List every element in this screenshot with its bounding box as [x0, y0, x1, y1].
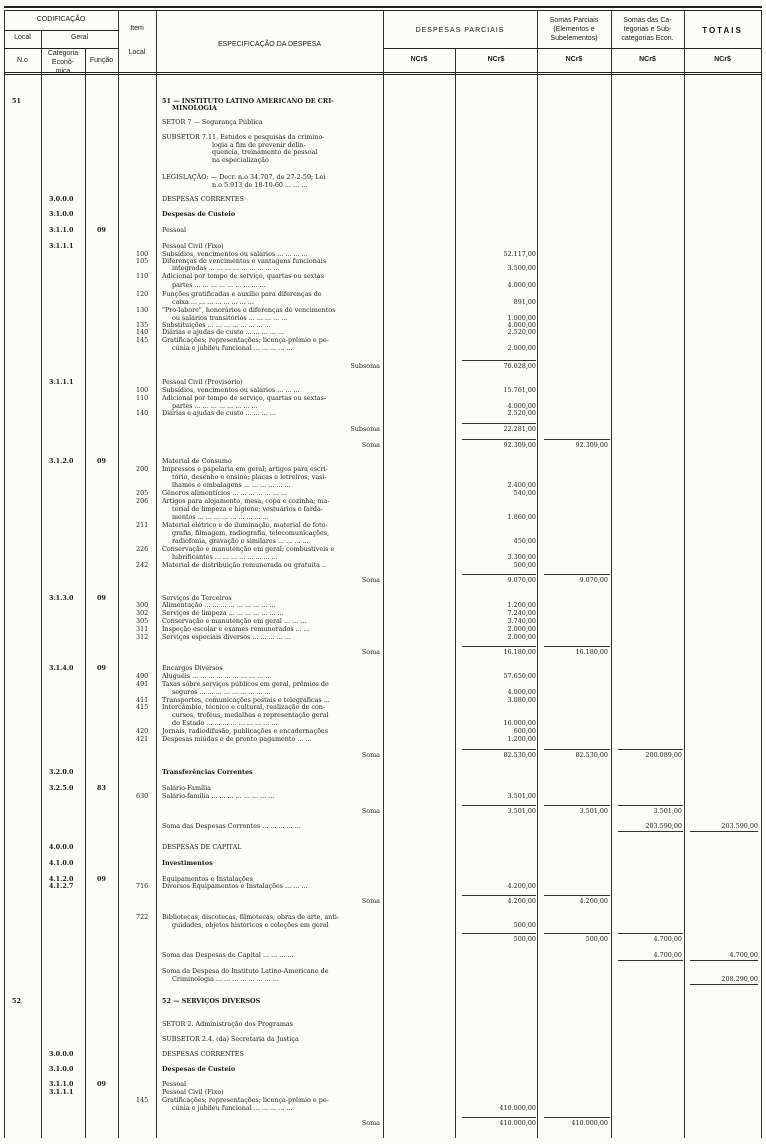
- category-sum: 4.700,00: [653, 951, 682, 959]
- partial-expense: 540,00: [513, 489, 536, 497]
- table-row: [0, 843, 766, 853]
- specification-text: quencia, treinamento de pessoal: [212, 148, 318, 156]
- partial-expense: 450,00: [513, 537, 536, 545]
- partial-expense: 4.000,00: [507, 402, 536, 410]
- currency-label: NCr$: [639, 56, 656, 63]
- partial-expense: 891,00: [513, 298, 536, 306]
- partial-expense: 4.000,00: [507, 281, 536, 289]
- specification-text: Gratificações; representações; licença-prêmio e pe-: [162, 336, 329, 344]
- partial-expense: 2.000,00: [507, 633, 536, 641]
- specification-text: mentos ... ... ... ... ... ... ... ... ...: [172, 513, 269, 521]
- total-value: 208.290,00: [721, 975, 758, 983]
- partial-expense: 500,00: [513, 561, 536, 569]
- partial-expense: 3.300,00: [507, 553, 536, 561]
- partial-expense: 57.650,00: [503, 672, 536, 680]
- item-number: 206: [136, 497, 149, 505]
- specification-text: Subsídios, vencimentos ou salários ... ... ... ...: [162, 250, 308, 258]
- table-row: [0, 425, 766, 435]
- sum-rule: [462, 423, 536, 424]
- header-bottom-rule: [4, 72, 762, 73]
- header-categoria: Categoria Econô- mica: [47, 50, 79, 75]
- partial-expense: 4.000,00: [507, 321, 536, 329]
- table-row: [0, 735, 766, 745]
- category-code: 3.1.0.0: [49, 210, 74, 218]
- item-number: 205: [136, 489, 149, 497]
- specification-text: Substituições ... ... ... ... ... ... ... ...: [162, 321, 271, 329]
- total-rule: [618, 831, 683, 832]
- header-bottom-rule: [4, 74, 762, 75]
- sum-label: Soma: [361, 807, 380, 815]
- specification-text: Salário-Família: [162, 784, 211, 792]
- function-code: 09: [97, 875, 106, 883]
- function-code: 09: [97, 226, 106, 234]
- specification-text: partes ... ... ... ... ... ... ... ... ...: [172, 281, 266, 289]
- table-row: [0, 195, 766, 205]
- specification-text: DESPESAS CORRENTES: [162, 1050, 244, 1058]
- specification-text: Subsídios, vencimentos ou salários ... ... ...: [162, 386, 300, 394]
- table-row: [0, 975, 766, 985]
- item-number: 200: [136, 465, 149, 473]
- specification-text: Transportes, comunicações postais e telegráficas ...: [162, 696, 330, 704]
- table-row: [0, 1035, 766, 1045]
- specification-text: lubrificantes ... ... ... ... ... ... ... ...: [172, 553, 278, 561]
- item-number: 211: [136, 521, 149, 529]
- function-code: 09: [97, 1080, 106, 1088]
- specification-text: Despesas de Custeio: [162, 1065, 236, 1073]
- specification-text: caixa ... ... ... ... ... ... ... ...: [172, 298, 254, 306]
- sum-rule: [618, 805, 683, 806]
- table-row: [0, 768, 766, 778]
- currency-label: NCr$: [487, 56, 505, 63]
- partial-expense: 410.000,00: [499, 1104, 536, 1112]
- table-row: [0, 921, 766, 931]
- specification-text: SETOR 7 — Segurança Pública: [162, 118, 263, 126]
- specification-text: radiofonia, gravação e similares ... ... ... ...: [172, 537, 309, 545]
- specification-text: Material de distribuição remunerada ou gratuita ..: [162, 561, 327, 569]
- specification-text: Transferências Correntes: [162, 768, 253, 776]
- specification-text: DESPESAS DE CAPITAL: [162, 843, 242, 851]
- item-number: 630: [136, 792, 149, 800]
- category-code: 3.1.0.0: [49, 1065, 74, 1073]
- table-row: [0, 156, 766, 166]
- partial-expense: 7.240,00: [507, 609, 536, 617]
- table-row: [0, 576, 766, 586]
- total-value: 203.590,00: [721, 822, 758, 830]
- item-number: 722: [136, 913, 149, 921]
- table-row: [0, 859, 766, 869]
- specification-text: Aluguéis ... ... ... ... ... ... ... ... ... ...: [162, 672, 272, 680]
- table-row: [0, 807, 766, 817]
- sum-label: Soma: [361, 648, 380, 656]
- partial-expense: 2.400,00: [507, 481, 536, 489]
- specification-text: Material elétrico e de iluminação, material de foto-: [162, 521, 328, 529]
- specification-text: Soma da Despesa do Instituto Latino-Americano de: [162, 967, 329, 975]
- sum-rule: [618, 749, 683, 750]
- specification-text: Intercâmbio, técnico e cultural, realização de con-: [162, 703, 326, 711]
- partial-expense: 70.028,00: [503, 362, 536, 370]
- header-rule: [383, 48, 761, 49]
- partial-expense: 52.117,00: [503, 250, 536, 258]
- table-row: [0, 1104, 766, 1114]
- category-code: 3.1.4.0: [49, 664, 74, 672]
- currency-label: NCr$: [565, 56, 583, 63]
- partial-sum: 3.501,00: [579, 807, 608, 815]
- sum-rule: [462, 574, 536, 575]
- category-sum: 203.590,00: [645, 822, 682, 830]
- table-row: [0, 882, 766, 892]
- sum-rule: [462, 805, 536, 806]
- table-row: [0, 118, 766, 128]
- partial-sum: 4.200,00: [579, 897, 608, 905]
- partial-expense: 3.501,00: [507, 792, 536, 800]
- specification-text: SUBSETOR 7.11. Estudos e pesquisas da crimino-: [162, 133, 325, 141]
- item-number: 716: [136, 882, 149, 890]
- specification-text: Pessoal Civil (Fixo): [162, 242, 224, 250]
- partial-expense: 2.000,00: [507, 344, 536, 352]
- item-number: 242: [136, 561, 149, 569]
- item-number: 311: [136, 625, 149, 633]
- sum-rule: [462, 895, 536, 896]
- partial-expense: 4.000,00: [507, 688, 536, 696]
- table-row: [0, 441, 766, 451]
- total-rule: [690, 831, 758, 832]
- item-number: 401: [136, 680, 149, 688]
- category-code: 4.0.0.0: [49, 843, 74, 851]
- item-number: 411: [136, 696, 149, 704]
- sum-rule: [544, 749, 610, 750]
- partial-expense: 15.761,00: [503, 386, 536, 394]
- specification-text: Funções gratificadas e auxílio para diferenças de: [162, 290, 322, 298]
- function-code: 09: [97, 664, 106, 672]
- partial-expense: 3.740,00: [507, 617, 536, 625]
- specification-text: Adicional por tempo de serviço, quartas ou sextas: [162, 272, 324, 280]
- specification-text: MINOLOGIA: [172, 104, 217, 112]
- category-sum: 200.089,00: [645, 751, 682, 759]
- function-code: 83: [97, 784, 106, 792]
- table-row: [0, 897, 766, 907]
- partial-expense: 410.000,00: [499, 1119, 536, 1127]
- specification-text: Artigos para alojamento, mesa, copa e cozinha; ma-: [162, 497, 330, 505]
- specification-text: Diversos Equipamentos e Instalações ... ... ...: [162, 882, 308, 890]
- category-code: 4.1.2.7: [49, 882, 74, 890]
- item-number: 120: [136, 290, 149, 298]
- partial-expense: 4.200,00: [507, 897, 536, 905]
- specification-text: do Estado ... ... ... ... ... ... ... ... ...: [172, 719, 278, 727]
- category-code: 4.1.2.0: [49, 875, 74, 883]
- specification-text: Pessoal Civil (Provisório): [162, 378, 243, 386]
- sum-label: Subsoma: [350, 425, 380, 433]
- table-row: [0, 1065, 766, 1075]
- specification-text: Encargos Diversos: [162, 664, 223, 672]
- specification-text: Investimentos: [162, 859, 213, 867]
- category-code: 3.0.0.0: [49, 195, 74, 203]
- partial-expense: 600,00: [513, 727, 536, 735]
- item-number: 302: [136, 609, 149, 617]
- sum-label: Subsoma: [350, 362, 380, 370]
- table-row: [0, 792, 766, 802]
- partial-sum: 82.530,00: [575, 751, 608, 759]
- table-row: [0, 1020, 766, 1030]
- partial-expense: 2.520,00: [507, 409, 536, 417]
- specification-text: integradas ... ... ... ... ... ... ... ... ...: [172, 264, 280, 272]
- specification-text: Jornais, radiodifusão, publicações e encadernações: [162, 727, 328, 735]
- specification-text: LEGISLAÇÃO: — Decr. n.o 34.707, de 27-2-59; Lei: [162, 173, 326, 181]
- sum-rule: [462, 439, 536, 440]
- specification-text: Soma das Despesas Correntes ... ... ... ... ...: [162, 822, 301, 830]
- specification-text: Gêneros alimentícios ... ... ... ... ... ... ...: [162, 489, 288, 497]
- specification-text: 52 — SERVIÇOS DIVERSOS: [162, 997, 261, 1005]
- table-row: [0, 344, 766, 354]
- category-code: 3.1.1.1: [49, 242, 74, 250]
- table-row: [0, 561, 766, 571]
- partial-expense: 500,00: [513, 921, 536, 929]
- item-number: 130: [136, 306, 149, 314]
- function-code: 09: [97, 594, 106, 602]
- table-row: [0, 181, 766, 191]
- specification-text: Conservação e manutenção em geral ... ... ...: [162, 617, 307, 625]
- item-number: 110: [136, 394, 149, 402]
- function-code: 09: [97, 457, 106, 465]
- item-number: 421: [136, 735, 149, 743]
- partial-sum: 410.000,00: [571, 1119, 608, 1127]
- header-somas-parciais: Somas Parciais (Elementos e Subelementos): [549, 17, 599, 42]
- specification-text: terial de limpeza e higiene; vestuários e farda-: [172, 505, 323, 513]
- category-code: 3.2.5.0: [49, 784, 74, 792]
- specification-text: cursos, troféus, medalhas e representação geral: [172, 711, 329, 719]
- sum-rule: [544, 439, 610, 440]
- item-number: 415: [136, 703, 149, 711]
- sum-rule: [462, 646, 536, 647]
- header-geral: Geral: [70, 34, 89, 41]
- partial-expense: 2.520,00: [507, 328, 536, 336]
- partial-sum: 16.180,00: [575, 648, 608, 656]
- specification-text: Despesas de Custeio: [162, 210, 236, 218]
- partial-expense: 82.530,00: [503, 751, 536, 759]
- local-number: 51: [12, 97, 21, 105]
- item-number: 110: [136, 272, 149, 280]
- item-number: 312: [136, 633, 149, 641]
- item-number: 140: [136, 409, 149, 417]
- total-rule: [690, 984, 758, 985]
- specification-text: guidades, objetos históricos e coleções em geral: [172, 921, 329, 929]
- table-row: [0, 935, 766, 945]
- category-code: 4.1.0.0: [49, 859, 74, 867]
- partial-expense: 1.000,00: [507, 314, 536, 322]
- sum-rule: [462, 1117, 536, 1118]
- specification-text: cúnia e jubileu funcional ... ... ... ... ...: [172, 1104, 293, 1112]
- category-code: 3.1.1.1: [49, 378, 74, 386]
- specification-text: "Pro-labore", honorários e diferenças de vencimentos: [162, 306, 336, 314]
- specification-text: Pessoal: [162, 1080, 187, 1088]
- partial-expense: 16.000,00: [503, 719, 536, 727]
- specification-text: logia a fim de prevenir delin-: [212, 141, 306, 149]
- total-rule: [690, 960, 758, 961]
- partial-expense: 16.180,00: [503, 648, 536, 656]
- item-number: 226: [136, 545, 149, 553]
- specification-text: grafia, filmagem, radiografia, telecomunicações,: [172, 529, 330, 537]
- specification-text: seguros ... ... ... ... ... ... ... ... ...: [172, 688, 271, 696]
- specification-text: Conservação e manutenção em geral; combustíveis e: [162, 545, 335, 553]
- sum-rule: [544, 1117, 610, 1118]
- specification-text: Serviços de limpeza ... ... ... ... ... ... ...: [162, 609, 284, 617]
- specification-text: Impressos e papelaria em geral; artigos para escri-: [162, 465, 328, 473]
- category-code: 3.1.2.0: [49, 457, 74, 465]
- sum-rule: [544, 646, 610, 647]
- partial-expense: 9.070,00: [507, 576, 536, 584]
- sum-label: Soma: [361, 1119, 380, 1127]
- specification-text: Despesas miúdas e de pronto pagamento ... ...: [162, 735, 312, 743]
- partial-expense: 22.281,00: [503, 425, 536, 433]
- header-somas-categorias: Somas das Ca- tegorias e Sub- categorias Econ.: [621, 17, 674, 42]
- header-rule: [4, 30, 118, 31]
- specification-text: Pessoal Civil (Fixo): [162, 1088, 224, 1096]
- specification-text: lhames e embalagens ... ... ... ... ... ...: [172, 481, 291, 489]
- sum-rule: [462, 749, 536, 750]
- item-number: 135: [136, 321, 149, 329]
- sum-rule: [544, 933, 610, 934]
- partial-expense: 92.309,00: [503, 441, 536, 449]
- specification-text: 51 — INSTITUTO LATINO AMERICANO DE CRI-: [162, 97, 334, 105]
- item-number: 400: [136, 672, 149, 680]
- specification-text: Gratificações; representações; licença-prêmio e pe-: [162, 1096, 329, 1104]
- sum-label: Soma: [361, 441, 380, 449]
- specification-text: SETOR 2. Administração dos Programas: [162, 1020, 294, 1028]
- specification-text: DESPESAS CORRENTES: [162, 195, 244, 203]
- category-code: 3.2.0.0: [49, 768, 74, 776]
- header-despesas-parciais: DESPESAS PARCIAIS: [415, 27, 505, 34]
- category-sum: 3.501,00: [653, 807, 682, 815]
- header-especificacao: ESPECIFICAÇÃO DA DESPESA: [217, 41, 322, 48]
- partial-expense: 500,00: [513, 935, 536, 943]
- partial-sum: 9.070,00: [579, 576, 608, 584]
- item-number: 100: [136, 386, 149, 394]
- specification-text: na especialização: [212, 156, 269, 164]
- sum-rule: [544, 574, 610, 575]
- header-item-local: Local: [128, 49, 146, 56]
- header-no: N.o: [17, 57, 28, 64]
- table-row: [0, 210, 766, 220]
- item-number: 100: [136, 250, 149, 258]
- specification-text: Adicional por tempo de serviço, quartas ou sextas-: [162, 394, 327, 402]
- partial-sum: 500,00: [585, 935, 608, 943]
- table-row: [0, 997, 766, 1007]
- sum-rule: [618, 933, 683, 934]
- partial-expense: 1.200,00: [507, 601, 536, 609]
- currency-label: NCr$: [410, 56, 428, 63]
- sum-label: Soma: [361, 751, 380, 759]
- partial-expense: 1.860,00: [507, 513, 536, 521]
- item-number: 140: [136, 328, 149, 336]
- total-rule: [618, 960, 683, 961]
- sum-rule: [462, 933, 536, 934]
- specification-text: Inspeção escolar e exames remunerados ... ...: [162, 625, 310, 633]
- specification-text: Diárias e ajudas de custo ... ... ... ...: [162, 409, 276, 417]
- specification-text: tório, desenho e ensino; placas e letreiros; vasi-: [172, 473, 327, 481]
- sum-rule: [544, 805, 610, 806]
- total-value: 4.700,00: [729, 951, 758, 959]
- specification-text: SUBSETOR 2.4. (da) Secretaria da Justiça: [162, 1035, 299, 1043]
- currency-label: NCr$: [714, 56, 731, 63]
- category-code: 3.1.3.0: [49, 594, 74, 602]
- category-code: 3.0.0.0: [49, 1050, 74, 1058]
- specification-text: Diferenças de vencimentos e vantagens funcionais: [162, 257, 327, 265]
- table-row: [0, 409, 766, 419]
- specification-text: Equipamentos e Instalações: [162, 875, 253, 883]
- partial-expense: 1.200,00: [507, 735, 536, 743]
- specification-text: Bibliotecas, discotecas, filmotecas, obras de arte, anti-: [162, 913, 340, 921]
- table-row: [0, 104, 766, 114]
- table-row: [0, 633, 766, 643]
- specification-text: cúnia e jubileu funcional ... ... ... ... ...: [172, 344, 293, 352]
- table-row: [0, 1050, 766, 1060]
- specification-text: Alimentação ... ... ... ... ... ... ... ... ...: [162, 601, 276, 609]
- table-row: [0, 1119, 766, 1129]
- specification-text: partes ... ... ... ... ... ... ... ...: [172, 402, 258, 410]
- item-number: 300: [136, 601, 149, 609]
- specification-text: Salário-família ... ... ... ... ... ... ... ...: [162, 792, 275, 800]
- item-number: 305: [136, 617, 149, 625]
- partial-expense: 3.501,00: [507, 807, 536, 815]
- table-row: [0, 648, 766, 658]
- table-row: [0, 362, 766, 372]
- category-code: 3.1.1.1: [49, 1088, 74, 1096]
- partial-sum: 92.309,00: [575, 441, 608, 449]
- specification-text: ou salários transitórios ... ... ... ... ...: [172, 314, 288, 322]
- sum-rule: [544, 895, 610, 896]
- specification-text: Serviços de Terceiros: [162, 594, 232, 602]
- sum-rule: [462, 360, 536, 361]
- header-totais: TOTAIS: [702, 26, 743, 35]
- category-code: 3.1.1.0: [49, 1080, 74, 1088]
- item-number: 145: [136, 1096, 149, 1104]
- header-codificacao: CODIFICAÇÃO: [36, 16, 86, 23]
- item-number: 420: [136, 727, 149, 735]
- specification-text: Soma das Despesas de Capital ... ... ... ...: [162, 951, 294, 959]
- specification-text: Diárias e ajudas de custo ... ... ... ... ...: [162, 328, 285, 336]
- specification-text: n.o 5.913 de 18-10-60 ... ... ...: [212, 181, 308, 189]
- category-code: 3.1.1.0: [49, 226, 74, 234]
- specification-text: Material de Consumo: [162, 457, 232, 465]
- partial-expense: 2.000,00: [507, 625, 536, 633]
- item-number: 105: [136, 257, 149, 265]
- local-number: 52: [12, 997, 21, 1005]
- table-row: [0, 751, 766, 761]
- table-row: [0, 226, 766, 236]
- category-sum: 4.700,00: [653, 935, 682, 943]
- header-local: Local: [14, 34, 31, 41]
- specification-text: Serviços especiais diversos ... ... ... ... ...: [162, 633, 291, 641]
- item-number: 145: [136, 336, 149, 344]
- header-funcao: Função: [89, 57, 114, 64]
- partial-expense: 3.080,00: [507, 696, 536, 704]
- specification-text: Criminologia ... ... ... ... ... ... ... ...: [172, 975, 279, 983]
- sum-label: Soma: [361, 897, 380, 905]
- partial-expense: 4.200,00: [507, 882, 536, 890]
- specification-text: Pessoal: [162, 226, 187, 234]
- top-rule: [4, 6, 762, 8]
- sum-label: Soma: [361, 576, 380, 584]
- partial-expense: 3.500,00: [507, 264, 536, 272]
- header-item: Item: [130, 25, 144, 32]
- specification-text: Taxas sôbre serviços públicos em geral, prêmios de: [162, 680, 329, 688]
